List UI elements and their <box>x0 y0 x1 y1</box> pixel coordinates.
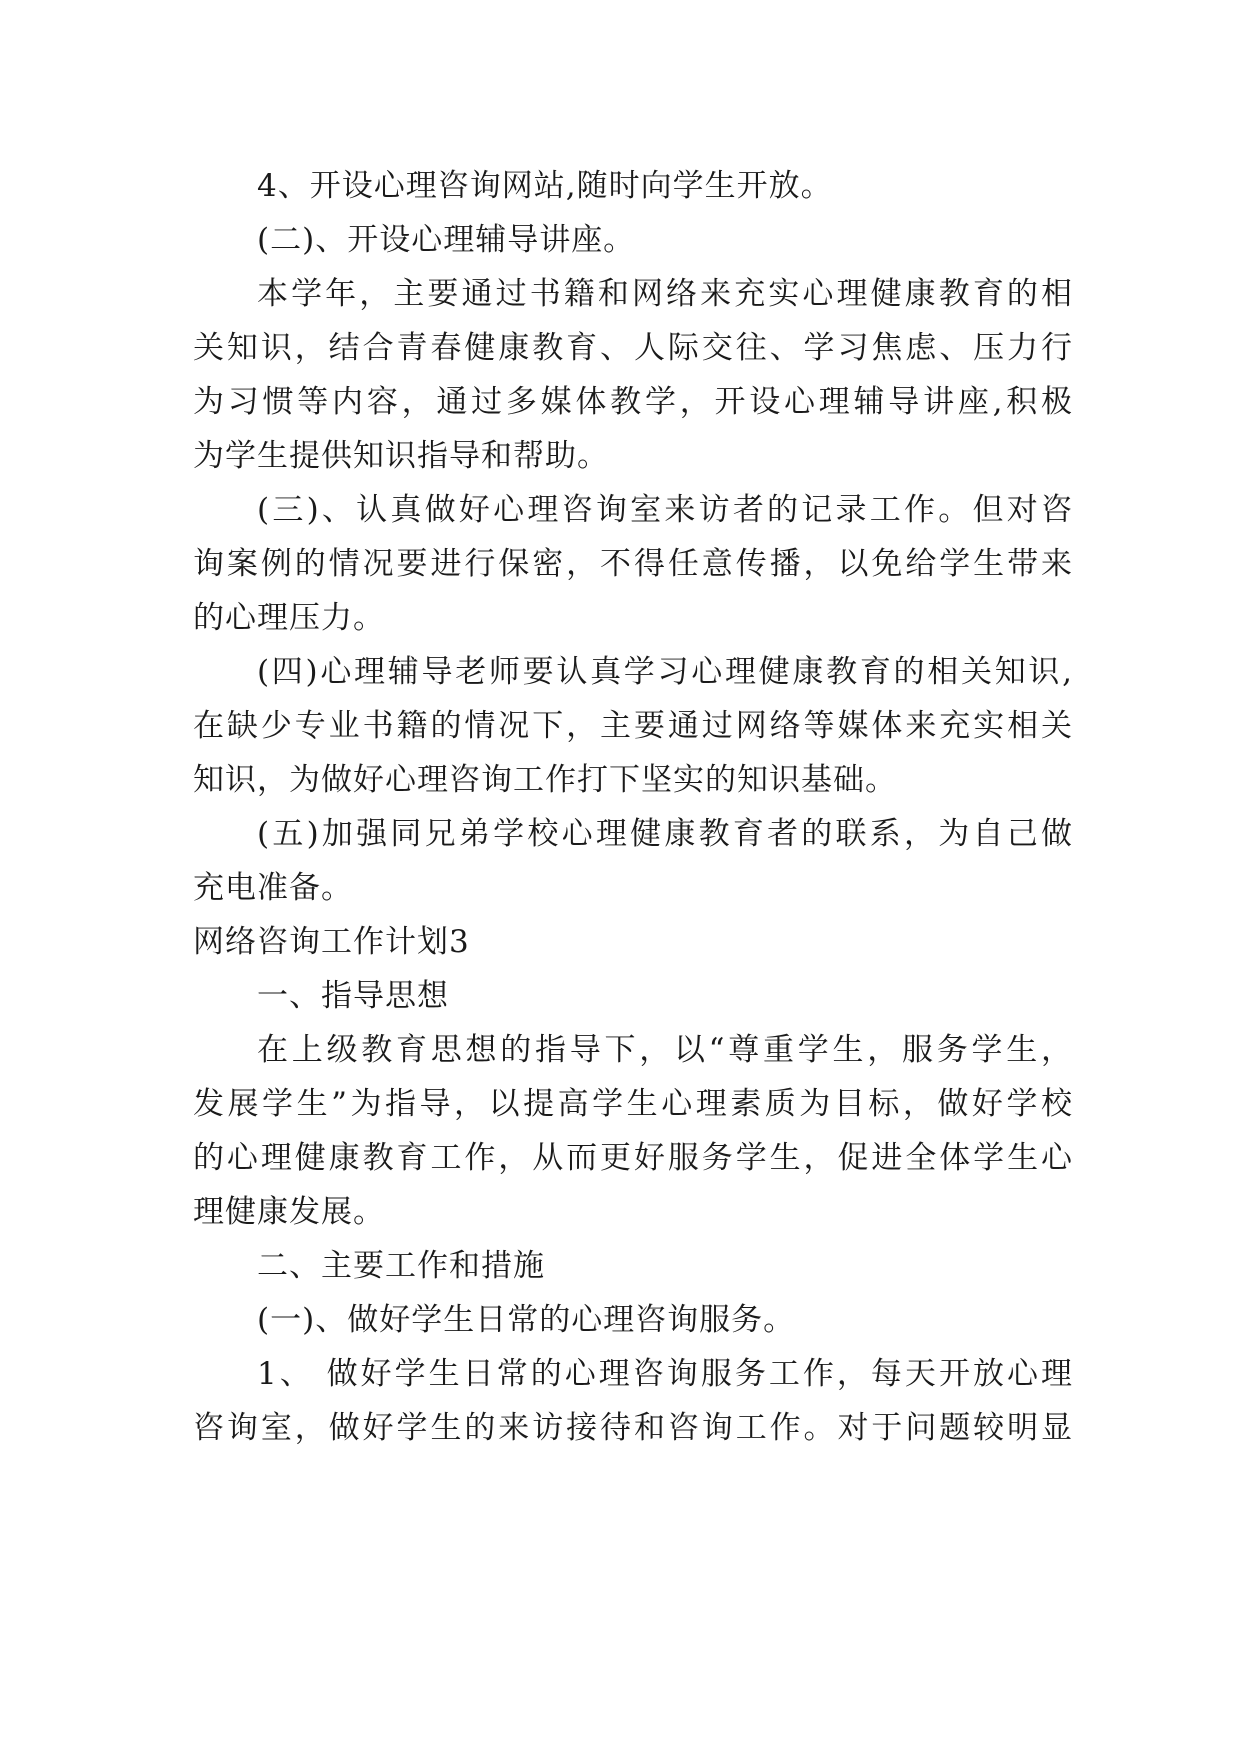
paragraph-line: 充电准备。 <box>193 870 353 906</box>
paragraph-line: (三)、认真做好心理咨询室来访者的记录工作。但对咨 <box>257 492 1073 528</box>
paragraph-line: 知识，为做好心理咨询工作打下坚实的知识基础。 <box>193 762 897 798</box>
document-title: 网络咨询工作计划3 <box>193 924 470 960</box>
paragraph-line: 1、 做好学生日常的心理咨询服务工作，每天开放心理 <box>257 1356 1073 1392</box>
paragraph-line: 关知识，结合青春健康教育、人际交往、学习焦虑、压力行 <box>193 330 1073 366</box>
paragraph-line: 为学生提供知识指导和帮助。 <box>193 438 609 474</box>
paragraph-line: 理健康发展。 <box>193 1194 385 1230</box>
paragraph-line: (五)加强同兄弟学校心理健康教育者的联系，为自己做 <box>257 816 1073 852</box>
paragraph-line: 本学年，主要通过书籍和网络来充实心理健康教育的相 <box>257 276 1073 312</box>
paragraph-line: 的心理压力。 <box>193 600 385 636</box>
paragraph-line: 为习惯等内容，通过多媒体教学，开设心理辅导讲座,积极 <box>193 384 1073 420</box>
paragraph-line: 发展学生”为指导，以提高学生心理素质为目标，做好学校 <box>193 1086 1073 1122</box>
section-heading: (二)、开设心理辅导讲座。 <box>257 222 636 258</box>
section-heading: 一、指导思想 <box>257 978 449 1014</box>
paragraph-line: 在缺少专业书籍的情况下，主要通过网络等媒体来充实相关 <box>193 708 1073 744</box>
paragraph-line: 的心理健康教育工作，从而更好服务学生，促进全体学生心 <box>193 1140 1073 1176</box>
paragraph-line: 在上级教育思想的指导下，以“尊重学生，服务学生， <box>257 1032 1073 1068</box>
paragraph-line: 咨询室，做好学生的来访接待和咨询工作。对于问题较明显 <box>193 1410 1073 1446</box>
paragraph-line: 4、开设心理咨询网站,随时向学生开放。 <box>257 168 833 204</box>
section-heading: (一)、做好学生日常的心理咨询服务。 <box>257 1302 796 1338</box>
paragraph-line: (四)心理辅导老师要认真学习心理健康教育的相关知识, <box>257 654 1073 690</box>
section-heading: 二、主要工作和措施 <box>257 1248 545 1284</box>
paragraph-line: 询案例的情况要进行保密，不得任意传播，以免给学生带来 <box>193 546 1073 582</box>
